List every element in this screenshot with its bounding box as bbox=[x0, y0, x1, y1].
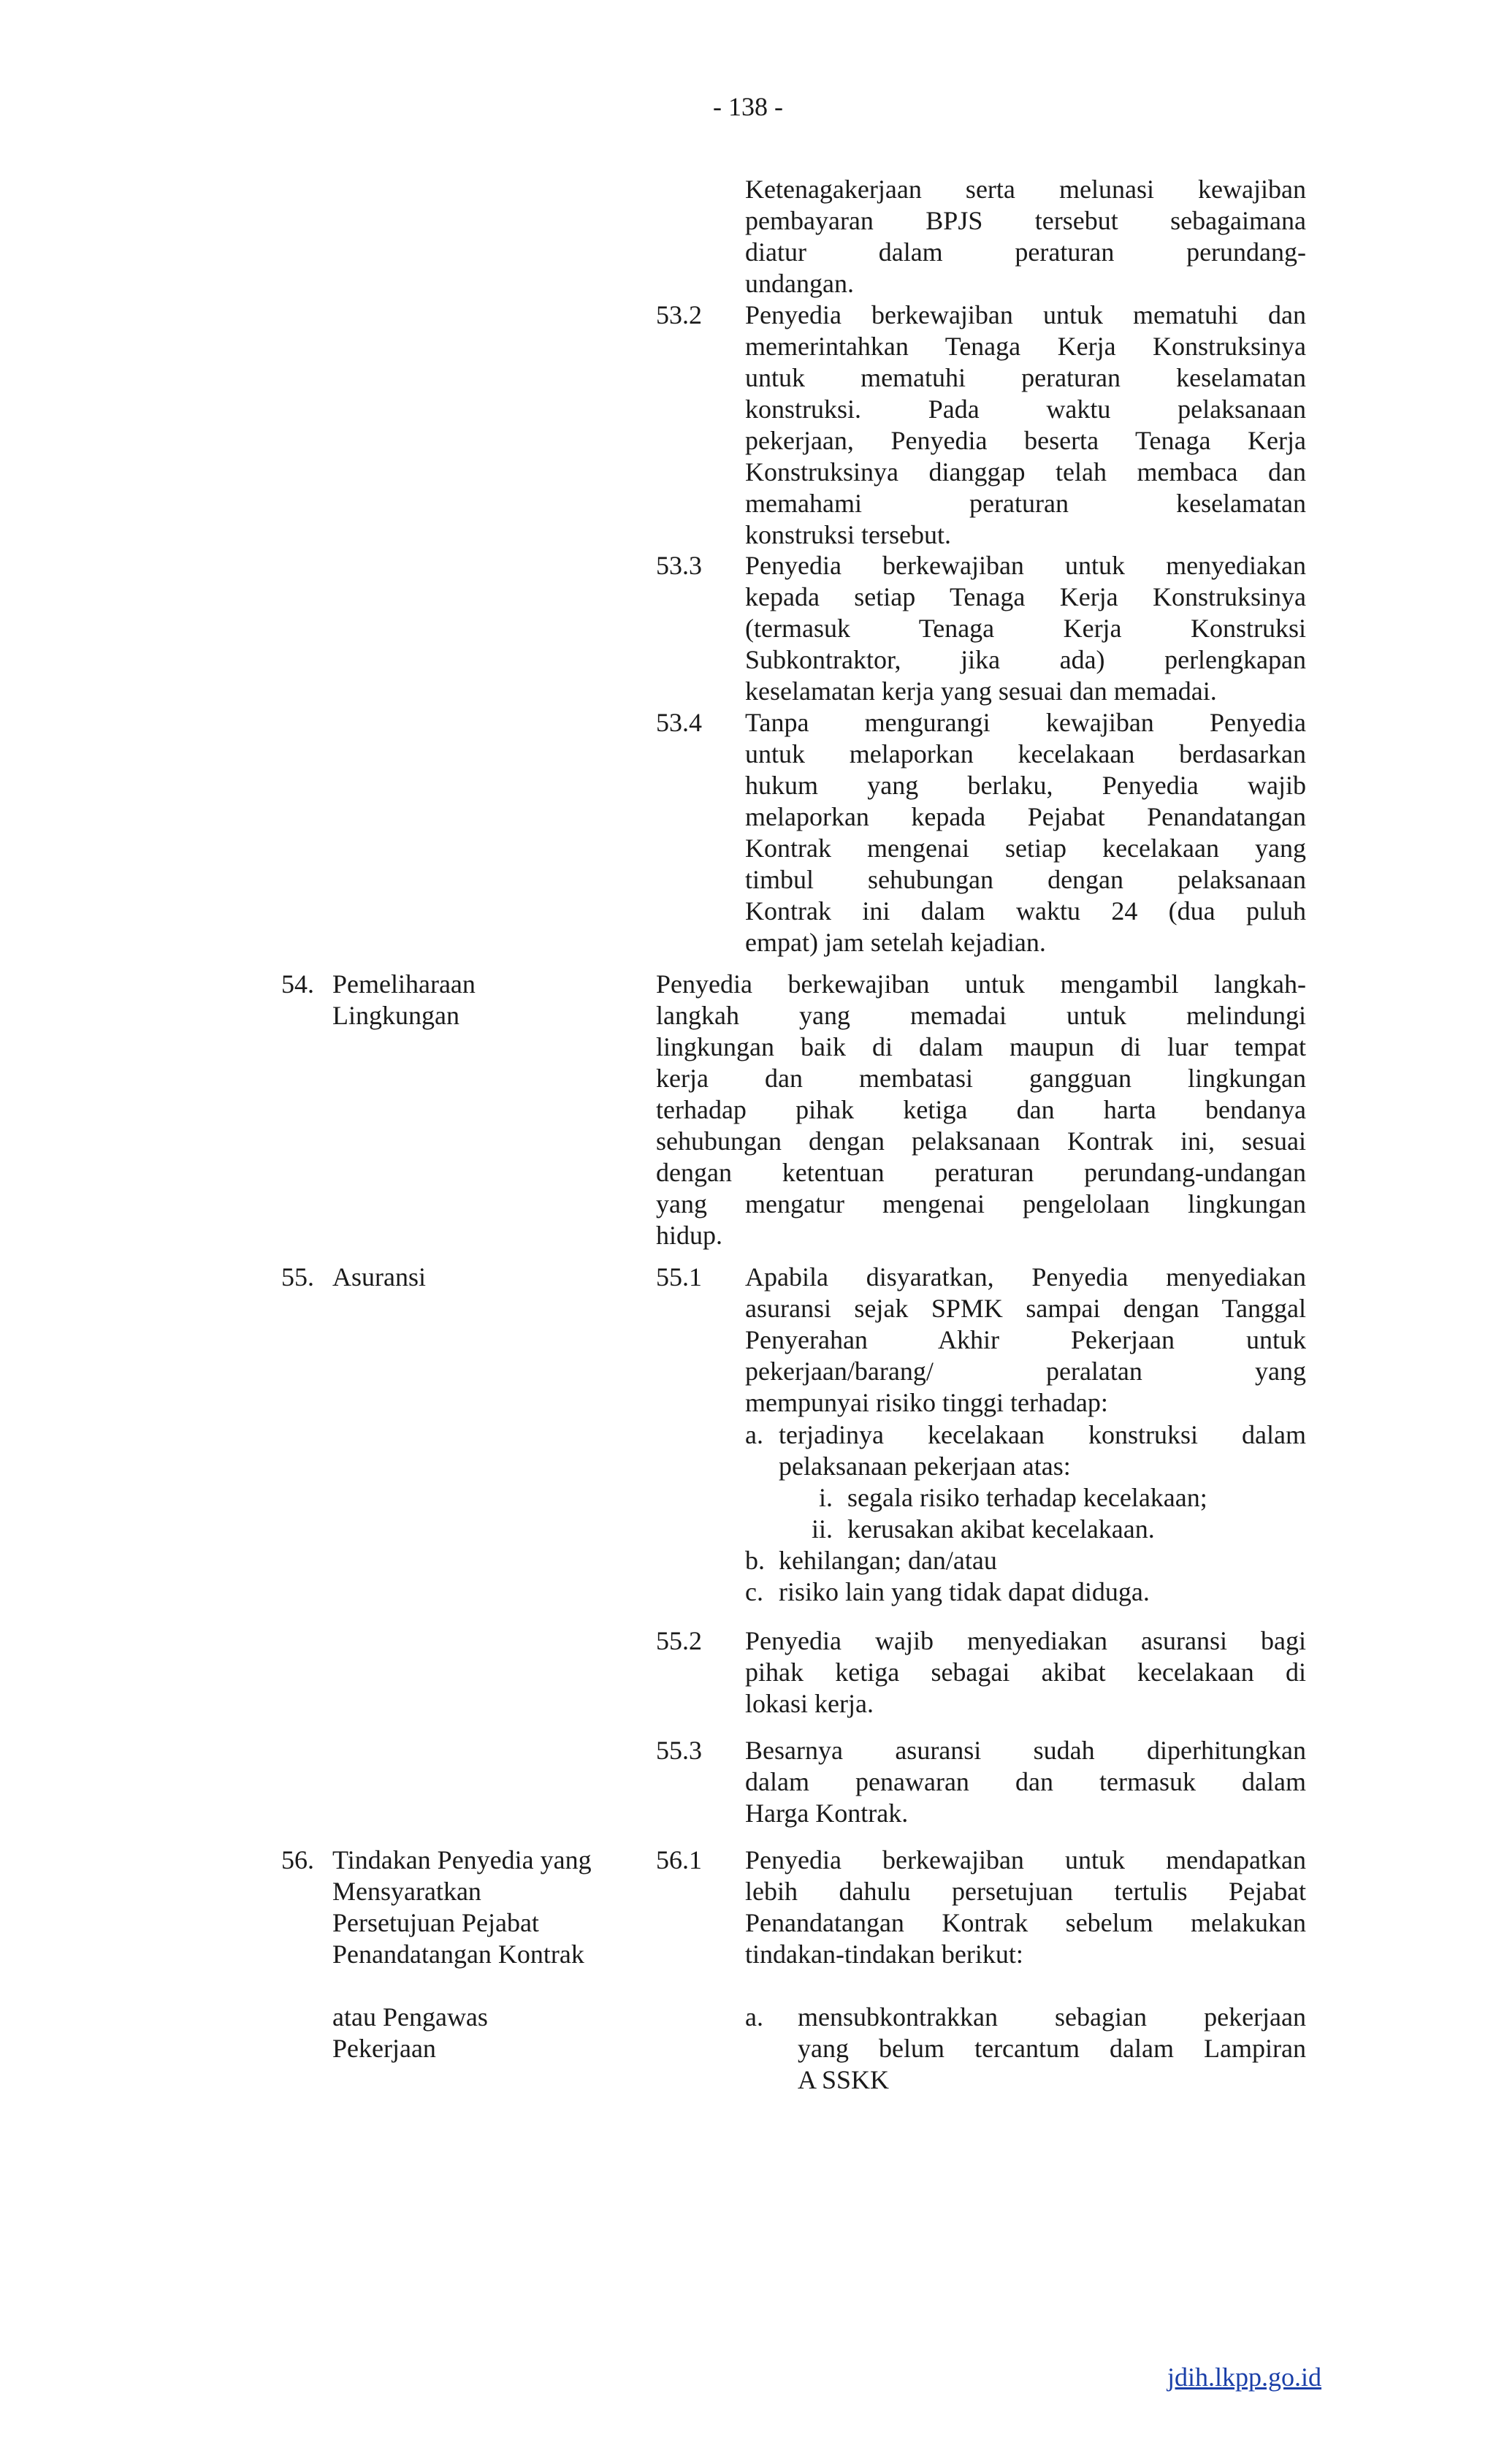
title-line: Tindakan Penyedia yang bbox=[332, 1845, 592, 1874]
text-line: Kontrak mengenai setiap kecelakaan yang bbox=[745, 834, 1306, 863]
text-line: A SSKK bbox=[798, 2065, 890, 2094]
clause-number: 53.2 bbox=[656, 300, 702, 329]
list-item-c: risiko lain yang tidak dapat diduga. bbox=[779, 1577, 1150, 1606]
text-line: Penyedia berkewajiban untuk mendapatkan bbox=[745, 1845, 1306, 1874]
text-line: pelaksanaan pekerjaan atas: bbox=[779, 1452, 1071, 1481]
text-line: untuk mematuhi peraturan keselamatan bbox=[745, 363, 1306, 392]
text-line: pekerjaan, Penyedia beserta Tenaga Kerja bbox=[745, 426, 1306, 455]
list-item-b: kehilangan; dan/atau bbox=[779, 1546, 997, 1575]
clause-number: 56.1 bbox=[656, 1845, 702, 1874]
clause-55-1-text bbox=[745, 1262, 1306, 1419]
text-line: Subkontraktor, jika ada) perlengkapan bbox=[745, 645, 1306, 674]
text-line: melaporkan kepada Pejabat Penandatangan bbox=[745, 802, 1306, 831]
text-line: (termasuk Tenaga Kerja Konstruksi bbox=[745, 614, 1306, 643]
clause-55-2-text bbox=[745, 1625, 1306, 1720]
text-line: terjadinya kecelakaan konstruksi dalam bbox=[779, 1420, 1306, 1449]
section-number: 55. bbox=[281, 1262, 314, 1292]
text-line: Penyedia berkewajiban untuk menyediakan bbox=[745, 551, 1306, 580]
list-item-a bbox=[779, 1419, 1306, 1482]
text-line: pihak ketiga sebagai akibat kecelakaan di bbox=[745, 1658, 1306, 1687]
text-line: lokasi kerja. bbox=[745, 1689, 874, 1718]
text-line: memerintahkan Tenaga Kerja Konstruksinya bbox=[745, 332, 1306, 361]
list-marker: b. bbox=[745, 1546, 765, 1575]
text-line: yang mengatur mengenai pengelolaan lingkungan bbox=[656, 1189, 1306, 1218]
clause-53-4-text bbox=[745, 707, 1306, 958]
text-line: asuransi sejak SPMK sampai dengan Tanggal bbox=[745, 1294, 1306, 1323]
text-line: undangan. bbox=[745, 269, 854, 298]
clause-number: 55.1 bbox=[656, 1262, 702, 1292]
text-line: mensubkontrakkan sebagian pekerjaan bbox=[798, 2002, 1306, 2032]
clause-number: 53.3 bbox=[656, 551, 702, 580]
text-line: terhadap pihak ketiga dan harta bendanya bbox=[656, 1095, 1306, 1124]
section-title bbox=[332, 969, 625, 1031]
clause-53-3-text bbox=[745, 550, 1306, 707]
text-line: Besarnya asuransi sudah diperhitungkan bbox=[745, 1736, 1306, 1765]
text-line: Penyedia berkewajiban untuk mengambil langkah- bbox=[656, 969, 1306, 999]
text-line: pembayaran BPJS tersebut sebagaimana bbox=[745, 206, 1306, 235]
title-line: Lingkungan bbox=[332, 1001, 459, 1030]
title-line: Pemeliharaan bbox=[332, 969, 476, 999]
title-line: Persetujuan Pejabat bbox=[332, 1908, 539, 1937]
title-line: atau Pengawas bbox=[332, 2002, 488, 2032]
text-line: konstruksi. Pada waktu pelaksanaan bbox=[745, 394, 1306, 424]
clause-53-1-continuation bbox=[745, 174, 1306, 300]
section-title-continuation bbox=[332, 2002, 654, 2064]
text-line: Tanpa mengurangi kewajiban Penyedia bbox=[745, 708, 1306, 737]
text-line: Ketenagakerjaan serta melunasi kewajiban bbox=[745, 175, 1306, 204]
text-line: empat) jam setelah kejadian. bbox=[745, 928, 1046, 957]
text-line: dengan ketentuan peraturan perundang-undangan bbox=[656, 1158, 1306, 1187]
text-line: langkah yang memadai untuk melindungi bbox=[656, 1001, 1306, 1030]
text-line: konstruksi tersebut. bbox=[745, 520, 951, 549]
section-54-text bbox=[656, 969, 1306, 1251]
clause-number: 55.2 bbox=[656, 1626, 702, 1655]
clause-number: 53.4 bbox=[656, 708, 702, 737]
list-marker: i. bbox=[818, 1483, 833, 1512]
text-line: dalam penawaran dan termasuk dalam bbox=[745, 1767, 1306, 1796]
text-line: untuk melaporkan kecelakaan berdasarkan bbox=[745, 739, 1306, 768]
list-marker: ii. bbox=[811, 1514, 833, 1544]
text-line: diatur dalam peraturan perundang- bbox=[745, 237, 1306, 267]
footer-link[interactable]: jdih.lkpp.go.id bbox=[1167, 2362, 1322, 2392]
text-line: lingkungan baik di dalam maupun di luar tempat bbox=[656, 1032, 1306, 1061]
text-line: Harga Kontrak. bbox=[745, 1799, 909, 1828]
clause-number: 55.3 bbox=[656, 1736, 702, 1765]
text-line: Konstruksinya dianggap telah membaca dan bbox=[745, 457, 1306, 487]
text-line: Kontrak ini dalam waktu 24 (dua puluh bbox=[745, 896, 1306, 926]
clause-56-1-item-a bbox=[798, 2002, 1306, 2096]
list-marker: a. bbox=[745, 2002, 763, 2032]
section-number: 56. bbox=[281, 1845, 314, 1874]
text-line: sehubungan dengan pelaksanaan Kontrak ini, sesuai bbox=[656, 1126, 1306, 1156]
text-line: Penyedia berkewajiban untuk mematuhi dan bbox=[745, 300, 1306, 329]
section-title bbox=[332, 1845, 654, 1970]
text-line: kerja dan membatasi gangguan lingkungan bbox=[656, 1064, 1306, 1093]
text-line: pekerjaan/barang/ peralatan yang bbox=[745, 1357, 1306, 1386]
list-item-i: segala risiko terhadap kecelakaan; bbox=[847, 1483, 1207, 1512]
list-item-ii: kerusakan akibat kecelakaan. bbox=[847, 1514, 1155, 1544]
clause-55-3-text bbox=[745, 1735, 1306, 1829]
text-line: Apabila disyaratkan, Penyedia menyediakan bbox=[745, 1262, 1306, 1292]
section-number: 54. bbox=[281, 969, 314, 999]
clause-53-2-text bbox=[745, 300, 1306, 551]
title-line: Mensyaratkan bbox=[332, 1877, 481, 1906]
title-line: Penandatangan Kontrak bbox=[332, 1939, 584, 1969]
title-line: Pekerjaan bbox=[332, 2034, 436, 2063]
text-line: hidup. bbox=[656, 1221, 723, 1250]
text-line: hukum yang berlaku, Penyedia wajib bbox=[745, 771, 1306, 800]
clause-56-1-text bbox=[745, 1845, 1306, 1970]
text-line: yang belum tercantum dalam Lampiran bbox=[798, 2034, 1306, 2063]
text-line: Penyerahan Akhir Pekerjaan untuk bbox=[745, 1325, 1306, 1354]
text-line: memahami peraturan keselamatan bbox=[745, 489, 1306, 518]
text-line: Penandatangan Kontrak sebelum melakukan bbox=[745, 1908, 1306, 1937]
text-line: timbul sehubungan dengan pelaksanaan bbox=[745, 865, 1306, 894]
text-line: Penyedia wajib menyediakan asuransi bagi bbox=[745, 1626, 1306, 1655]
section-title: Asuransi bbox=[332, 1262, 426, 1292]
text-line: lebih dahulu persetujuan tertulis Pejabat bbox=[745, 1877, 1306, 1906]
text-line: keselamatan kerja yang sesuai dan memadai. bbox=[745, 676, 1217, 706]
text-line: kepada setiap Tenaga Kerja Konstruksinya bbox=[745, 582, 1306, 611]
list-marker: a. bbox=[745, 1420, 763, 1449]
list-marker: c. bbox=[745, 1577, 763, 1606]
text-line: tindakan-tindakan berikut: bbox=[745, 1939, 1023, 1969]
page-number: - 138 - bbox=[713, 92, 783, 121]
text-line: mempunyai risiko tinggi terhadap: bbox=[745, 1388, 1108, 1417]
